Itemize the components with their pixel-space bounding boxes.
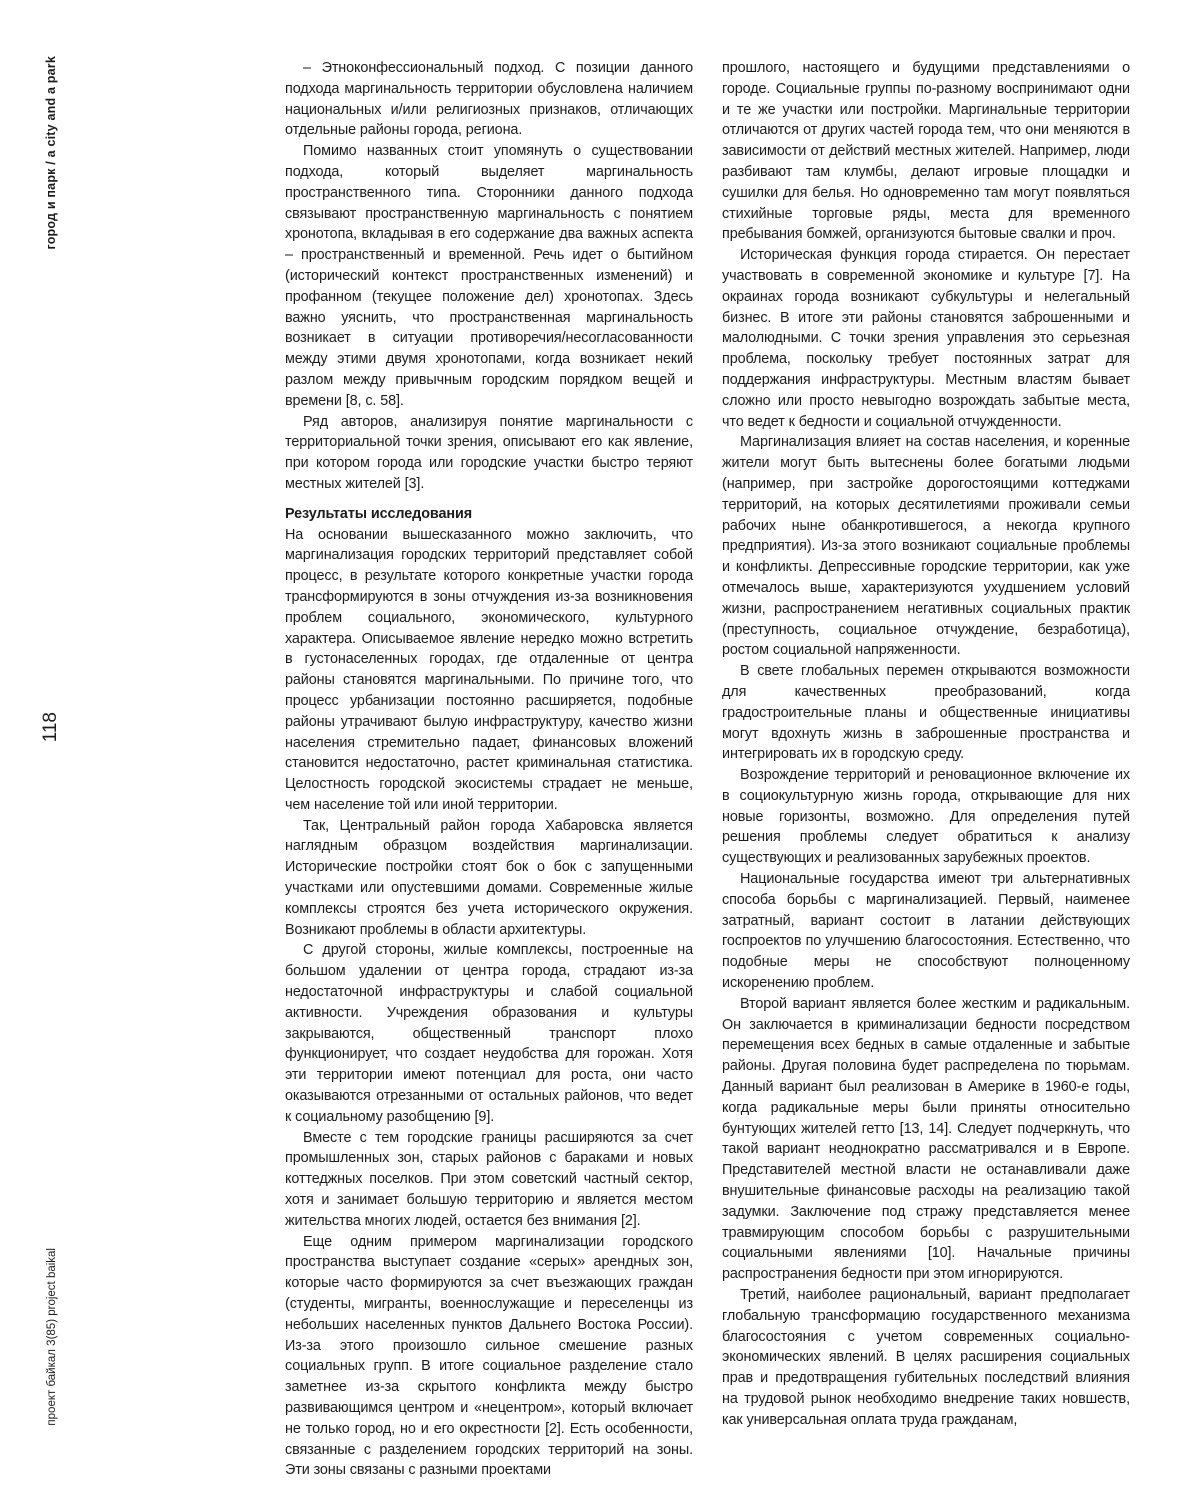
page-number: 118 — [40, 712, 61, 743]
paragraph: Второй вариант является более жестким и радикальным. Он заключается в криминализации бедности посредством перемещения всех бедных в самые отдаленные и забытые районы. Другая половина будет распределена по тюрьмам. Данный вариант был реализован в Америке в 1960-е годы, когда радикальные меры были приняты относительно бунтующих жителей гетто [13, 14]. Следует подчеркнуть, что такой вариант неоднократно рассматривался и в Европе. Представителей местной власти не останавливали даже внушительные финансовые расходы на реализацию такой задумки. Заключение под стражу представляется менее травмирующим способом борьбы с разрушительными социальными явлениями [10]. Начальные причины распространения бедности при этом игнорируются. — [722, 995, 1130, 1283]
paragraph: Помимо названных стоит упомянуть о существовании подхода, который выделяет маргинальность пространственного типа. Сторонники данного подхода связывают пространственную маргинальность с понятием хронотопа, вкладывая в его содержание два важных аспекта – пространственный и временной. Речь идет о бытийном (исторический контекст пространственных изменений) и профанном (текущее положение дел) хронотопах. Здесь важно уяснить, что пространственная маргинальность возникает в ситуации противоречия/несогласованности между этими двумя хронотопами, когда возникает некий разлом между привычным городским порядком вещей и времени [8, с. 58]. — [285, 143, 693, 409]
paragraph: С другой стороны, жилые комплексы, построенные на большом удалении от центра города, страдают из-за недостаточной инфраструктуры и слабой социальной активности. Учреждения образования и культуры закрываются, общественный транспорт плохо функционирует, что создает неудобства для горожан. Хотя эти территории имеют потенциал для роста, они часто оказываются отрезанными от остальных районов, что ведет к социальному разобщению [9]. — [285, 942, 693, 1125]
paragraph: В свете глобальных перемен открываются возможности для качественных преобразований, когда градостроительные планы и общественные инициативы могут вдохнуть жизнь в заброшенные пространства и интегрировать их в городскую среду. — [722, 663, 1130, 763]
paragraph: Маргинализация влияет на состав населения, и коренные жители могут быть вытеснены более богатыми людьми (например, при застройке дорогостоящими коттеджами территорий, на которых десятилетиями проживали семьи рабочих ныне обанкротившегося, а некогда крупного предприятия). Из-за этого возникают социальные проблемы и конфликты. Депрессивные городские территории, как уже отмечалось выше, характеризуются ухудшением условий жизни, распространением негативных социальных практик (преступность, социальное отчуждение, безработица), ростом социальной напряженности. — [722, 434, 1130, 659]
paragraph: Национальные государства имеют три альтернативных способа борьбы с маргинализацией. Первый, наименее затратный, вариант состоит в латании действующих госпроектов по улучшению благосостояния. Естественно, что подобные меры не способствуют полноценному искоренению проблем. — [722, 871, 1130, 992]
text-column-right — [722, 58, 1130, 1481]
journal-imprint: проект байкал 3(85) project baikal — [46, 1248, 58, 1426]
paragraph: Еще одним примером маргинализации городского пространства выступает создание «серых» арендных зон, которые часто формируются за счет въезжающих граждан (студенты, мигранты, военнослужащие и переселенцы из небольших населенных пунктов Дальнего Востока России). Из-за этого произошло сильное смешение разных социальных групп. В итоге социальное разделение стало заметнее из-за скрытого конфликта между быстро развивающимся центром и «нецентром», который включает не только город, но и его окрестности [2]. Есть особенности, связанные с разделением городских территорий на зоны. Эти зоны связаны с разными проектами — [285, 1233, 693, 1479]
text-column-left — [285, 58, 693, 1481]
paragraph: На основании вышесказанного можно заключить, что маргинализация городских территорий представляет собой процесс, в результате которого конкретные участки города трансформируются в зоны отчуждения из-за возникновения проблем социального, экономического, культурного характера. Описываемое явление нередко можно встретить в густонаселенных городах, где отдаленные от центра районы становятся маргинальными. По причине того, что процесс урбанизации постоянно расширяется, подобные районы утрачивают былую инфраструктуру, качество жизни населения стремительно падает, финансовых вложений становится недостаточно, растет криминальная статистика. Целостность городской экосистемы страдает не меньше, чем население той или иной территории. — [285, 526, 693, 813]
paragraph: Так, Центральный район города Хабаровска является наглядным образцом воздействия маргинализации. Исторические постройки стоят бок о бок с запущенными участками или опустевшими домами. Современные жилые комплексы строятся без учета исторического окружения. Возникают проблемы в области архитектуры. — [285, 817, 693, 938]
section-heading: Результаты исследования — [285, 505, 472, 522]
paragraph: Историческая функция города стирается. Он перестает участвовать в современной экономике и культуре [7]. На окраинах города возникают субкультуры и нелегальный бизнес. В итоге эти районы становятся заброшенными и малолюдными. С точки зрения управления это серьезная проблема, поскольку требует постоянных затрат для поддержания инфраструктуры. Местным властям бывает сложно или просто невыгодно возрождать забытые места, что ведет к бедности и социальной отчужденности. — [722, 247, 1130, 430]
running-head: город и парк / a city and a park — [44, 56, 58, 250]
paragraph: Вместе с тем городские границы расширяются за счет промышленных зон, старых районов с бараками и новых коттеджных поселков. При этом советский частный сектор, хотя и занимает большую территорию и является местом жительства многих людей, остается без внимания [2]. — [285, 1129, 693, 1229]
paragraph: – Этноконфессиональный подход. С позиции данного подхода маргинальность территории обусловлена наличием национальных и/или религиозных признаков, отличающих отдельные районы города, региона. — [285, 60, 693, 139]
paragraph: Ряд авторов, анализируя понятие маргинальности с территориальной точки зрения, описывают его как явление, при котором города или городские участки быстро теряют местных жителей [3]. — [285, 413, 693, 492]
paragraph: прошлого, настоящего и будущими представлениями о городе. Социальные группы по-разному воспринимают одни и те же участки или постройки. Маргинальные территории отличаются от других частей города тем, что они меняются в зависимости от действий местных жителей. Например, люди разбивают там клумбы, делают игровые площадки и сушилки для белья. Но одновременно там могут появляться стихийные торговые ряды, места для временного пребывания бомжей, организуются бытовые свалки и проч. — [722, 60, 1130, 243]
article-body — [285, 58, 1130, 1481]
paragraph: Третий, наиболее рациональный, вариант предполагает глобальную трансформацию государственного механизма благосостояния с учетом современных социально-экономических явлений. В целях расширения социальных прав и предотвращения губительных последствий влияния на трудовой рынок необходимо внедрение таких новшеств, как универсальная оплата труда гражданам, — [722, 1287, 1130, 1428]
paragraph: Возрождение территорий и реновационное включение их в социокультурную жизнь города, открывающие для них новые горизонты, возможно. Для определения путей решения проблемы следует обратиться к анализу существующих и реализованных зарубежных проектов. — [722, 767, 1130, 867]
